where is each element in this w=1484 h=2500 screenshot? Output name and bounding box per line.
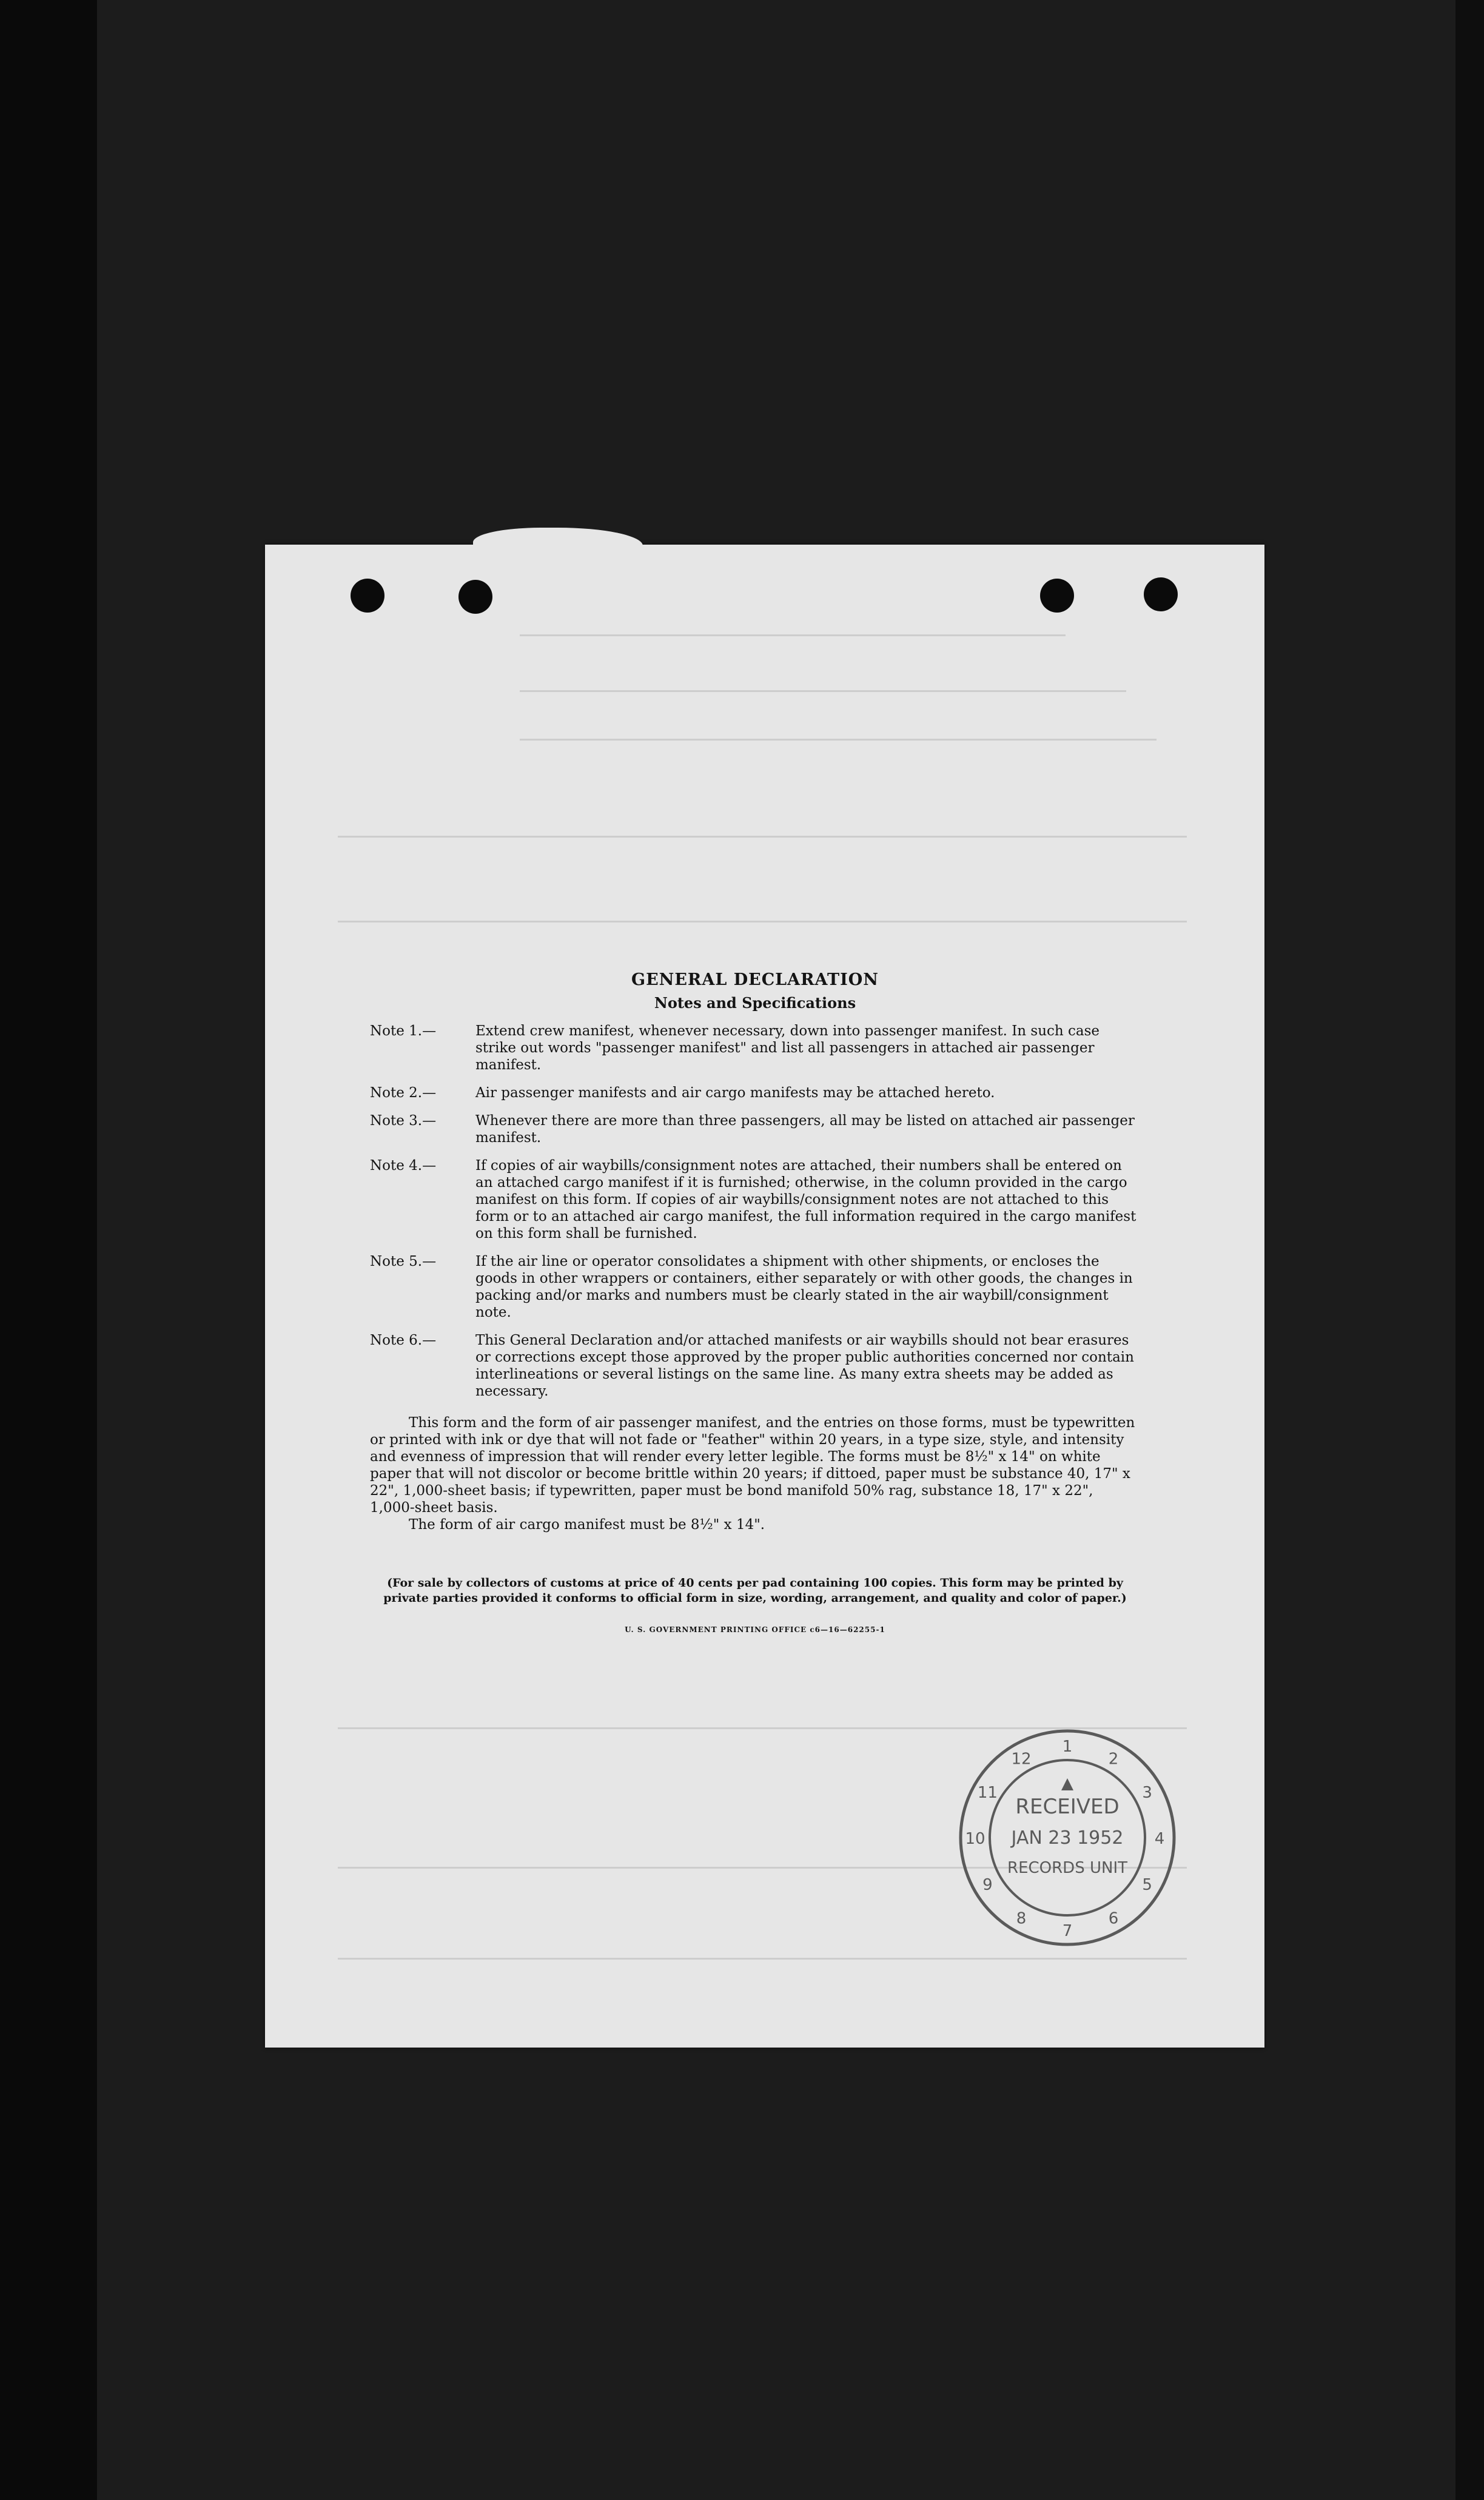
stamp-ring-number: 7 [1062, 1922, 1073, 1940]
stamp-ring-number: 3 [1142, 1784, 1152, 1802]
received-stamp-icon [952, 1722, 1183, 1953]
torn-paper-edge [473, 528, 643, 564]
note-5 [370, 1253, 1140, 1321]
note-label: Note 3.— [370, 1113, 437, 1129]
stamp-ring-number: 12 [1011, 1750, 1032, 1769]
note-1 [370, 1023, 1140, 1074]
bleed-through-line [520, 690, 1126, 692]
note-text: This General Declaration and/or attached manifests or air waybills should not bear erasures or corrections except those approved by the proper public authorities concerned nor contain interlineations or several listings on the same line. As many extra sheets may be added as necessary. [475, 1332, 1134, 1399]
stamp-ring-number: 11 [977, 1784, 998, 1802]
stamp-ring-number: 8 [1016, 1909, 1027, 1928]
stamp-ring-number: 1 [1062, 1738, 1073, 1756]
punch-hole-icon [351, 579, 384, 613]
note-2 [370, 1084, 1140, 1101]
punch-hole-icon [1040, 579, 1074, 613]
bleed-through-line [338, 921, 1187, 922]
note-text: If copies of air waybills/consignment notes are attached, their numbers shall be entered on an attached cargo manifest if it is furnished; otherwise, in the column provided in the cargo manifest on this form. If copies of air waybills/consignment notes are not attached to this form or to an attached air cargo manifest, the full information required in the cargo manifest on this form shall be furnished. [475, 1158, 1137, 1242]
note-label: Note 1.— [370, 1023, 437, 1039]
film-edge-right [1455, 0, 1484, 2500]
declaration-content [370, 970, 1140, 1634]
note-label: Note 5.— [370, 1254, 437, 1269]
note-3 [370, 1112, 1140, 1146]
page-title: GENERAL DECLARATION [631, 970, 879, 989]
punch-hole-icon [458, 580, 492, 614]
stamp-ring-number: 6 [1108, 1909, 1119, 1928]
stamp-date: JAN 23 1952 [1011, 1827, 1124, 1849]
specification-paragraph [370, 1414, 1140, 1533]
note-text: Whenever there are more than three passengers, all may be listed on attached air passenger manifest. [475, 1113, 1135, 1146]
note-text: If the air line or operator consolidates a shipment with other shipments, or encloses the goods in other wrappers or containers, either separately or with other goods, the changes in packing and/or marks and numbers must be clearly stated in the air waybill/consignment note. [475, 1254, 1133, 1320]
cargo-size-text: The form of air cargo manifest must be 8½" x 14". [409, 1517, 765, 1533]
stamp-unit-label: RECORDS UNIT [1007, 1859, 1127, 1877]
note-6 [370, 1332, 1140, 1400]
note-label: Note 6.— [370, 1332, 437, 1348]
bleed-through-line [520, 739, 1157, 741]
note-label: Note 4.— [370, 1158, 437, 1174]
sale-notice: (For sale by collectors of customs at price of 40 cents per pad containing 100 copies. This form may be printed by private parties provided it conforms to official form in size, wording, arrangement, and quality and color of paper.) [383, 1576, 1127, 1605]
stamp-ring-number: 9 [982, 1876, 993, 1894]
stamp-ring-number: 10 [965, 1830, 985, 1848]
stamp-ring-number: 2 [1108, 1750, 1119, 1769]
bleed-through-line [520, 634, 1066, 636]
note-4 [370, 1157, 1140, 1242]
page-subtitle: Notes and Specifications [654, 994, 856, 1012]
note-label: Note 2.— [370, 1085, 437, 1101]
printer-line: U. S. GOVERNMENT PRINTING OFFICE c6—16—62255-1 [625, 1625, 885, 1634]
stamp-received-label: RECEIVED [1015, 1795, 1120, 1819]
note-text: Air passenger manifests and air cargo manifests may be attached hereto. [475, 1085, 995, 1101]
film-edge-left [0, 0, 97, 2500]
bleed-through-line [338, 836, 1187, 838]
specification-text: This form and the form of air passenger manifest, and the entries on those forms, must be typewritten or printed with ink or dye that will not fade or "feather" within 20 years, in a type size, style, and intensity and evenness of impression that will render every letter legible. The forms must be 8½" x 14" on white paper that will not discolor or become brittle within 20 years; if dittoed, paper must be substance 40, 17" x 22", 1,000-sheet basis; if typewritten, paper must be bond manifold 50% rag, substance 18, 17" x 22", 1,000-sheet basis. [370, 1415, 1135, 1516]
punch-hole-icon [1144, 577, 1178, 611]
bleed-through-line [338, 1958, 1187, 1960]
stamp-ring-number: 5 [1142, 1876, 1152, 1894]
note-text: Extend crew manifest, whenever necessary, down into passenger manifest. In such case strike out words "passenger manifest" and list all passengers in attached air passenger manifest. [475, 1023, 1100, 1073]
stamp-ring-number: 4 [1154, 1830, 1165, 1848]
